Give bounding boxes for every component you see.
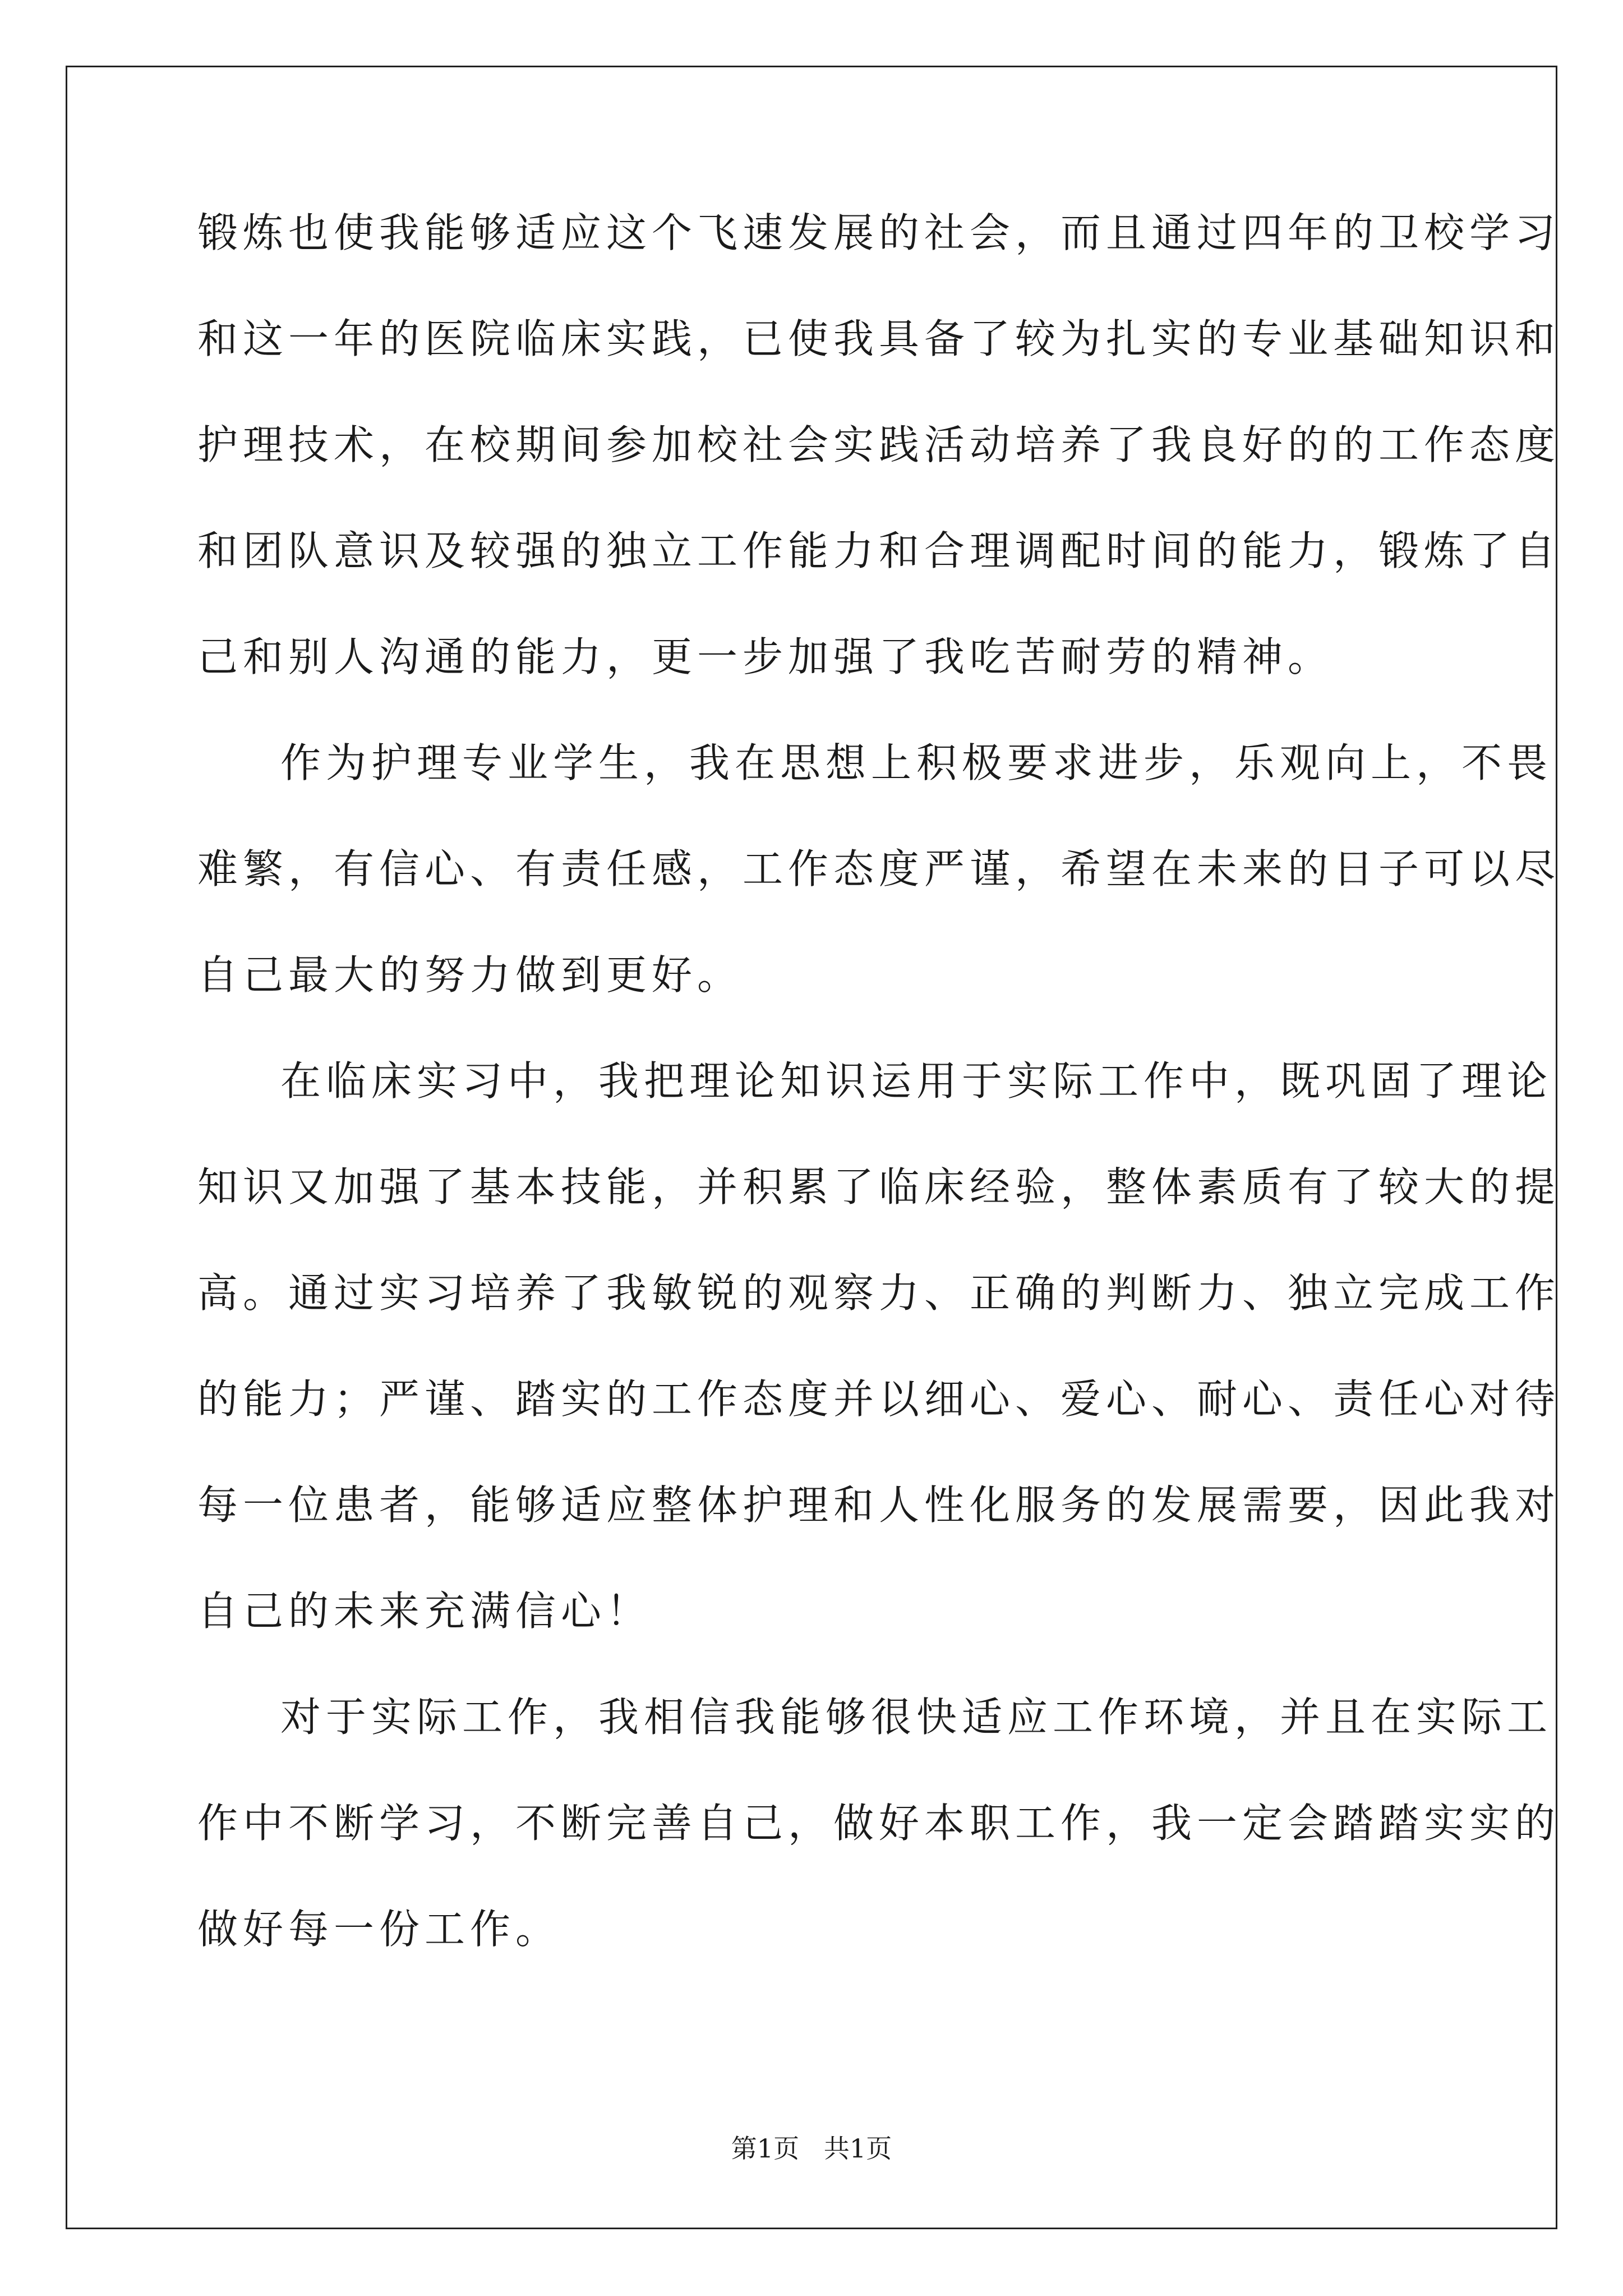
text-line: 作中不断学习，不断完善自己，做好本职工作，我一定会踏踏实实的: [197, 1800, 1561, 1847]
text-line: 自己最大的努力做到更好。: [197, 951, 743, 999]
document-body: [197, 202, 1561, 2004]
text-line: 和团队意识及较强的独立工作能力和合理调配时间的能力，锻炼了自: [197, 527, 1561, 574]
text-line: 高。通过实习培养了我敏锐的观察力、正确的判断力、独立完成工作: [197, 1269, 1561, 1317]
text-line: 和这一年的医院临床实践，已使我具备了较为扎实的专业基础知识和: [197, 315, 1561, 362]
text-line: 的能力；严谨、踏实的工作态度并以细心、爱心、耐心、责任心对待: [197, 1375, 1561, 1423]
text-line: 己和别人沟通的能力，更一步加强了我吃苦耐劳的精神。: [197, 633, 1334, 680]
text-line: 自己的未来充满信心！: [197, 1588, 652, 1635]
text-line: 护理技术，在校期间参加校社会实践活动培养了我良好的的工作态度: [197, 421, 1561, 468]
text-line: 锻炼也使我能够适应这个飞速发展的社会，而且通过四年的卫校学习: [197, 209, 1561, 256]
paragraph-first-line: 作为护理专业学生，我在思想上积极要求进步，乐观向上，不畏: [280, 739, 1553, 786]
text-line: 每一位患者，能够适应整体护理和人性化服务的发展需要，因此我对: [197, 1481, 1561, 1529]
text-line: 难繁，有信心、有责任感，工作态度严谨，希望在未来的日子可以尽: [197, 845, 1561, 892]
text-line: 知识又加强了基本技能，并积累了临床经验，整体素质有了较大的提: [197, 1163, 1561, 1211]
text-line: 做好每一份工作。: [197, 1906, 561, 1953]
paragraph-first-line: 对于实际工作，我相信我能够很快适应工作环境，并且在实际工: [280, 1694, 1553, 1741]
paragraph-first-line: 在临床实习中，我把理论知识运用于实际工作中，既巩固了理论: [280, 1057, 1553, 1105]
page-number-footer: 第1页 共1页: [731, 2133, 892, 2164]
